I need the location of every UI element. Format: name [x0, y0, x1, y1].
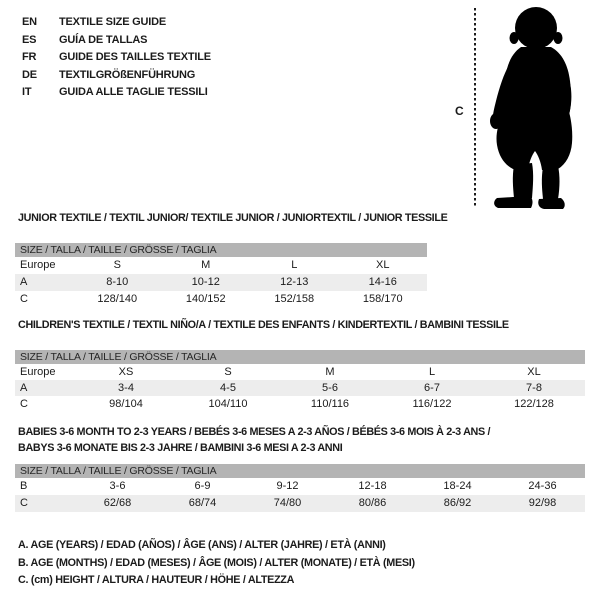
table-cell: 122/128	[514, 398, 554, 410]
lang-item-fr	[22, 49, 211, 67]
table-cell: L	[291, 259, 298, 271]
toddler-silhouette	[482, 5, 594, 210]
table-cell: 24-36	[528, 480, 557, 492]
lang-item-es	[22, 32, 211, 50]
lang-code: DE	[22, 68, 37, 81]
table-cell: XL	[527, 366, 541, 378]
table-cell: 18-24	[443, 480, 472, 492]
size-header-bar: SIZE / TALLA / TAILLE / GRÖSSE / TAGLIA	[15, 350, 585, 364]
row-label: C	[20, 497, 28, 509]
height-dotted-line	[474, 8, 476, 206]
table-cell: 158/170	[362, 293, 403, 305]
table-row-c	[15, 495, 585, 512]
lang-code: IT	[22, 86, 32, 98]
table-cell: S	[113, 259, 121, 271]
lang-label: GUÍA DE TALLAS	[59, 33, 148, 46]
table-cell: L	[428, 366, 436, 378]
children-section-title: CHILDREN'S TEXTILE / TEXTIL NIÑO/A / TEXTILE DES ENFANTS / KINDERTEXTIL / BAMBINI TESSILE	[18, 319, 509, 331]
row-label: Europe	[20, 366, 56, 378]
table-row-c	[15, 291, 427, 308]
footnote-b: B. AGE (MONTHS) / EDAD (MESES) / ÂGE (MOIS) / ALTER (MONATE) / ETÀ (MESI)	[18, 556, 415, 569]
table-cell: 104/110	[208, 398, 248, 410]
table-cell: 4-5	[220, 382, 236, 394]
row-label: B	[20, 480, 28, 492]
lang-code: FR	[22, 51, 37, 63]
footnote-c: C. (cm) HEIGHT / ALTURA / HAUTEUR / HÖHE / ALTEZZA	[18, 574, 295, 586]
table-cell: 9-12	[276, 480, 299, 492]
lang-item-it	[22, 84, 211, 102]
junior-size-table	[15, 243, 427, 308]
table-cell: 12-18	[358, 480, 387, 492]
babies-section-title: BABIES 3-6 MONTH TO 2-3 YEARS / BEBÉS 3-6 MESES A 2-3 AÑOS / BÉBÉS 3-6 MOIS À 2-3 ANS / BABYS 3-6 MONATE BIS 2-3 JAHRE / BAMBINI 3-6 MESI A 2-3 ANNI	[18, 426, 491, 454]
row-label: C	[20, 398, 28, 410]
table-cell: 6-9	[194, 480, 211, 492]
lang-label: GUIDE DES TAILLES TEXTILE	[59, 51, 211, 63]
size-header-bar: SIZE / TALLA / TAILLE / GRÖSSE / TAGLIA	[15, 243, 427, 257]
table-row-c	[15, 396, 585, 412]
table-row-europe	[15, 257, 427, 274]
table-cell: 140/152	[185, 293, 226, 305]
table-cell: 10-12	[191, 276, 220, 288]
language-list	[22, 14, 211, 102]
table-cell: 3-4	[118, 382, 134, 394]
table-cell: 74/80	[273, 497, 302, 509]
footnote-a: A. AGE (YEARS) / EDAD (AÑOS) / ÂGE (ANS) / ALTER (JAHRE) / ETÀ (ANNI)	[18, 539, 386, 551]
table-cell: S	[224, 366, 232, 378]
table-cell: 152/158	[274, 293, 315, 305]
lang-label: GUIDA ALLE TAGLIE TESSILI	[59, 86, 208, 98]
table-cell: 80/86	[358, 497, 387, 509]
lang-label: TEXTILGRÖßENFÜHRUNG	[59, 68, 196, 81]
row-label: A	[20, 382, 28, 394]
table-cell: 14-16	[368, 276, 397, 288]
row-label: C	[20, 293, 28, 305]
table-row-a	[15, 380, 585, 396]
lang-code: EN	[22, 16, 37, 28]
junior-section-title: JUNIOR TEXTILE / TEXTIL JUNIOR/ TEXTILE JUNIOR / JUNIORTEXTIL / JUNIOR TESSILE	[18, 212, 448, 224]
table-cell: XL	[376, 259, 390, 271]
row-label: Europe	[20, 259, 56, 271]
row-label: A	[20, 276, 28, 288]
lang-item-en	[22, 14, 211, 32]
table-cell: M	[201, 259, 211, 271]
table-cell: 8-10	[106, 276, 129, 288]
table-row-europe	[15, 364, 585, 380]
table-cell: 6-7	[424, 382, 440, 394]
table-cell: M	[325, 366, 335, 378]
table-cell: 98/104	[109, 398, 143, 410]
table-cell: 86/92	[443, 497, 472, 509]
table-cell: XS	[118, 366, 134, 378]
table-cell: 5-6	[322, 382, 338, 394]
table-row-b	[15, 478, 585, 495]
table-cell: 116/122	[412, 398, 452, 410]
table-cell: 3-6	[109, 480, 126, 492]
footnotes	[18, 537, 415, 590]
lang-label: TEXTILE SIZE GUIDE	[59, 16, 167, 28]
lang-code: ES	[22, 33, 37, 46]
table-cell: 92/98	[528, 497, 557, 509]
children-size-table	[15, 350, 585, 412]
measure-label-c: C	[455, 104, 464, 118]
table-row-a	[15, 274, 427, 291]
table-cell: 7-8	[526, 382, 542, 394]
babies-size-table	[15, 464, 585, 512]
table-cell: 110/116	[310, 398, 350, 410]
lang-item-de	[22, 67, 211, 85]
size-header-bar: SIZE / TALLA / TAILLE / GRÖSSE / TAGLIA	[15, 464, 585, 478]
table-cell: 128/140	[97, 293, 138, 305]
table-cell: 68/74	[188, 497, 217, 509]
table-cell: 12-13	[280, 276, 309, 288]
table-cell: 62/68	[103, 497, 132, 509]
